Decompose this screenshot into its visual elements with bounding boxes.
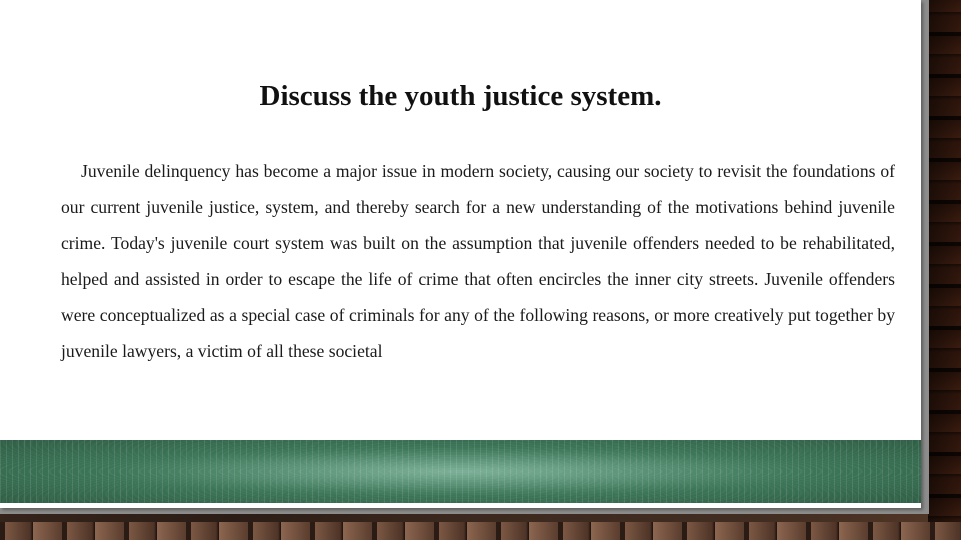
decorative-green-band (0, 440, 921, 503)
slide-title: Discuss the youth justice system. (259, 80, 662, 112)
slide-body-text: Juvenile delinquency has become a major issue in modern society, causing our society to revisit the foundations of our current juvenile justice, system, and thereby search for a new understanding of the motivations behind juvenile crime. Today's juvenile court system was built on the assumption that juvenile offenders needed to be rehabilitated, helped and assisted in order to escape the life of crime that often encircles the inner city streets. Juvenile offenders were conceptualized as a special case of criminals for any of the following reasons, or more creatively put together by juvenile lawyers, a victim of all these societal (61, 161, 895, 361)
brick-wall-bottom (0, 522, 961, 540)
band-pattern (0, 440, 921, 503)
brick-wall-right (928, 0, 961, 540)
